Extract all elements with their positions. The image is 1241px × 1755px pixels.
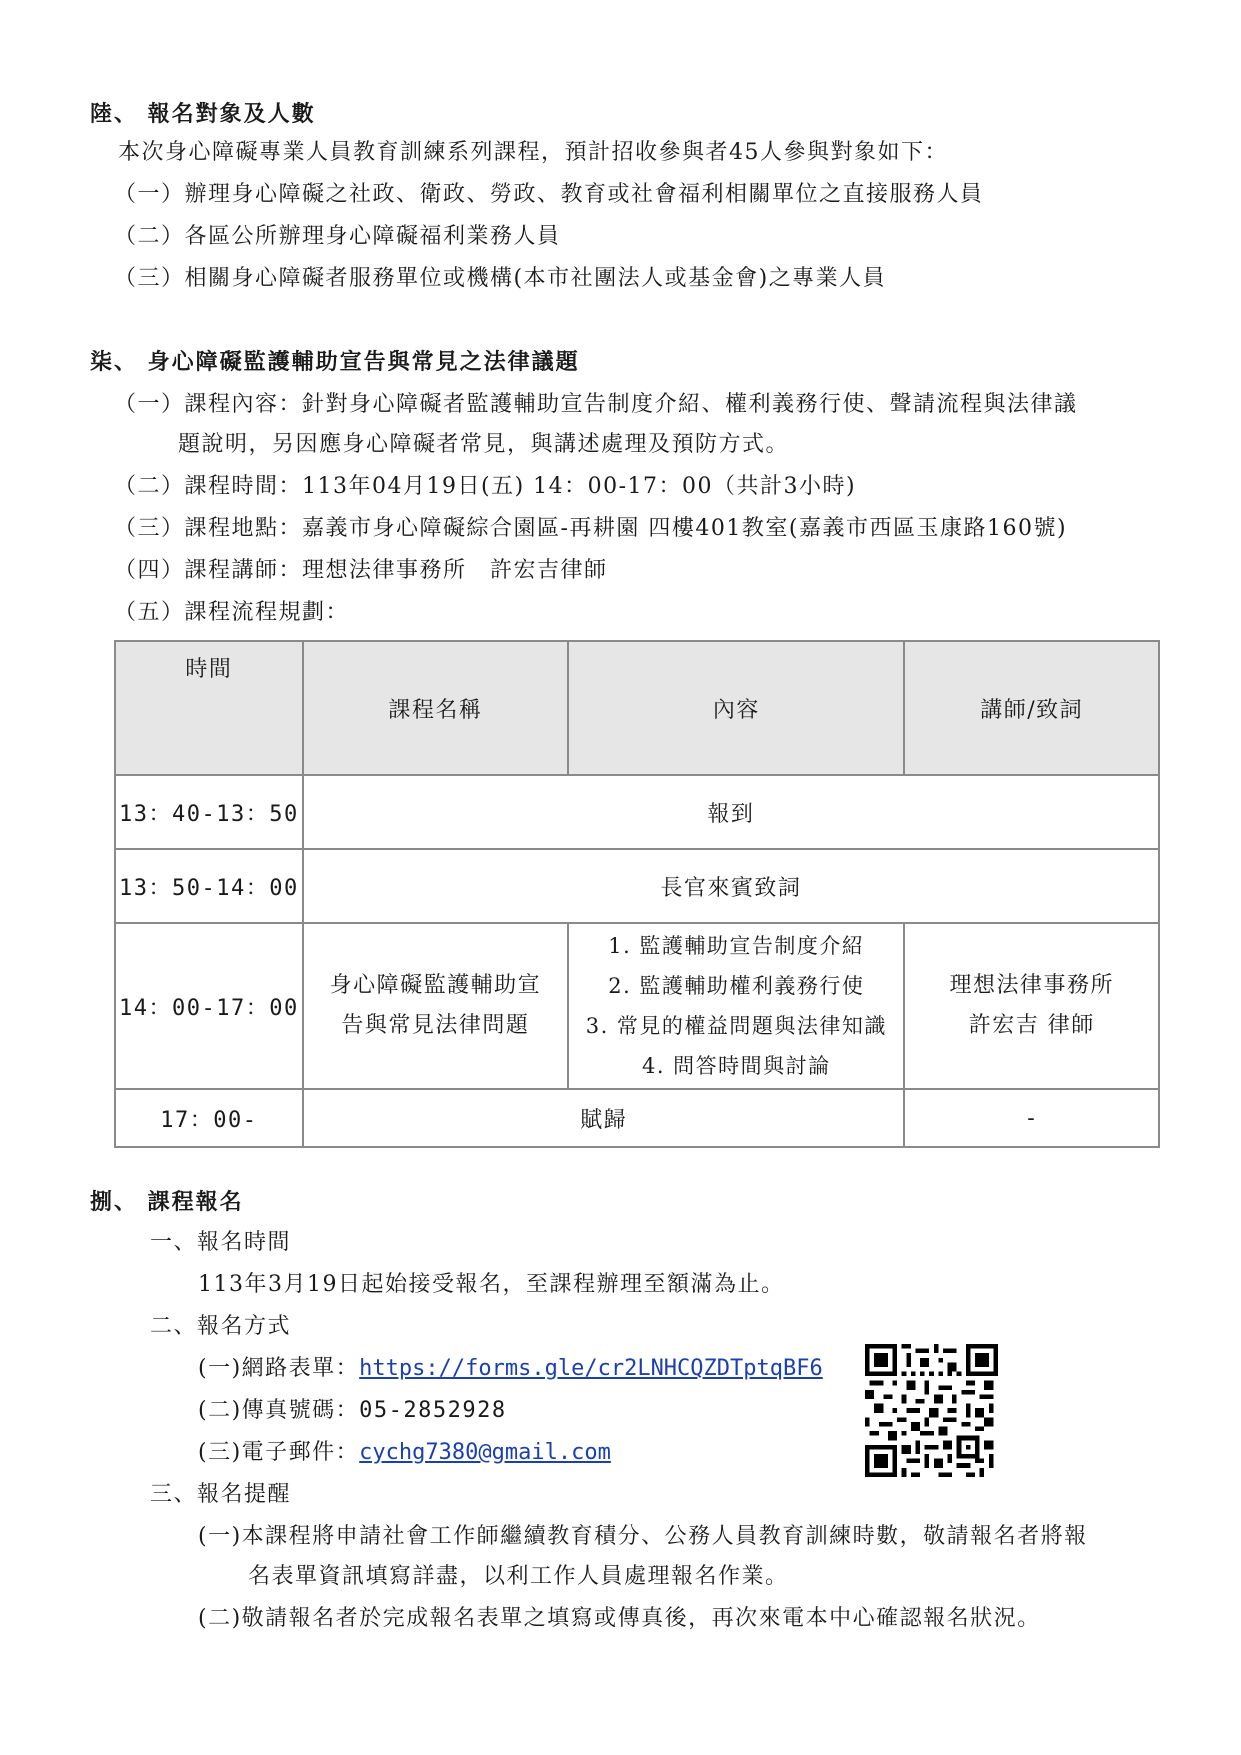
section8-heading: 捌、 課程報名 (90, 1190, 244, 1215)
signup-time-text: 113年3月19日起始接受報名，至課程辦理至額滿為止。 (198, 1272, 785, 1297)
fax-label: (二)傳真號碼： (198, 1398, 360, 1423)
content-item-2: 2. 監護輔助權利義務行使 (608, 974, 865, 998)
section6-heading: 陸、 報名對象及人數 (90, 102, 316, 127)
section6-item-1: （一）辦理身心障礙之社政、衛政、勞政、教育或社會福利相關單位之直接服務人員 (114, 182, 984, 207)
section6-item-3: （三）相關身心障礙者服務單位或機構(本市社團法人或基金會)之專業人員 (114, 266, 887, 291)
header-course: 課程名稱 (303, 641, 568, 775)
section7-heading: 柒、 身心障礙監護輔助宣告與常見之法律議題 (90, 350, 580, 375)
fax-number: 05-2852928 (359, 1398, 507, 1423)
qr-code-icon[interactable] (865, 1344, 998, 1477)
reminder-title: 三、報名提醒 (150, 1482, 292, 1507)
signup-time-title: 一、報名時間 (150, 1230, 292, 1255)
row4-speaker: - (904, 1089, 1159, 1147)
table-header-row (115, 641, 1159, 775)
row4-merged: 賦歸 (303, 1089, 905, 1147)
form-label: (一)網路表單： (198, 1356, 360, 1381)
table-row (115, 775, 1159, 849)
reminder-2: (二)敬請報名者於完成報名表單之填寫或傳真後，再次來電本中心確認報名狀況。 (198, 1606, 1041, 1631)
table-row (115, 923, 1159, 1089)
row3-course (303, 923, 568, 1089)
content-item-4: 4. 問答時間與討論 (641, 1054, 831, 1078)
email-label: (三)電子郵件： (198, 1440, 360, 1465)
email-row (198, 1438, 611, 1468)
row2-time: 13：50-14：00 (115, 849, 303, 923)
email-link[interactable]: cychg7380@gmail.com (359, 1440, 611, 1465)
course-location: （三）課程地點：嘉義市身心障礙綜合園區-再耕園 四樓401教室(嘉義市西區玉康路160號) (114, 516, 1068, 541)
reminder-1-line1: (一)本課程將申請社會工作師繼續教育積分、公務人員教育訓練時數，敬請報名者將報 (198, 1524, 1088, 1549)
row3-course-line2: 告與常見法律問題 (341, 1013, 530, 1038)
header-content: 內容 (568, 641, 904, 775)
header-time: 時間 (115, 641, 303, 775)
section6-intro: 本次身心障礙專業人員教育訓練系列課程，預計招收參與者45人參與對象如下： (118, 140, 948, 165)
form-url-link[interactable]: https://forms.gle/cr2LNHCQZDTptqBF6 (359, 1356, 823, 1381)
row3-speaker-line1: 理想法律事務所 (949, 973, 1114, 998)
course-content-line1: （一）課程內容：針對身心障礙者監護輔助宣告制度介紹、權利義務行使、聲請流程與法律議 (114, 392, 1078, 417)
row4-time: 17：00- (115, 1089, 303, 1147)
row3-speaker-line2: 許宏吉 律師 (968, 1013, 1095, 1038)
course-time: （二）課程時間：113年04月19日(五) 14：00-17：00（共計3小時) (114, 474, 857, 499)
table-row (115, 849, 1159, 923)
content-item-1: 1. 監護輔助宣告制度介紹 (608, 934, 865, 958)
table-row (115, 1089, 1159, 1147)
row3-speaker (904, 923, 1159, 1089)
row3-time: 14：00-17：00 (115, 923, 303, 1089)
reminder-1-line2: 名表單資訊填寫詳盡，以利工作人員處理報名作業。 (248, 1564, 789, 1589)
course-lecturer: （四）課程講師：理想法律事務所 許宏吉律師 (114, 558, 608, 583)
form-row (198, 1354, 823, 1384)
row1-merged: 報到 (303, 775, 1159, 849)
header-speaker: 講師/致詞 (904, 641, 1159, 775)
row1-time: 13：40-13：50 (115, 775, 303, 849)
course-content-line2: 題說明，另因應身心障礙者常見，與講述處理及預防方式。 (178, 432, 790, 457)
section6-item-2: （二）各區公所辦理身心障礙福利業務人員 (114, 224, 561, 249)
course-flow-label: （五）課程流程規劃： (114, 600, 350, 625)
row3-course-line1: 身心障礙監護輔助宣 (329, 973, 542, 998)
row3-content (568, 923, 904, 1089)
schedule-table (114, 640, 1160, 1148)
content-item-3: 3. 常見的權益問題與法律知識 (585, 1014, 887, 1038)
signup-method-title: 二、報名方式 (150, 1314, 292, 1339)
fax-row (198, 1396, 507, 1426)
row2-merged: 長官來賓致詞 (303, 849, 1159, 923)
